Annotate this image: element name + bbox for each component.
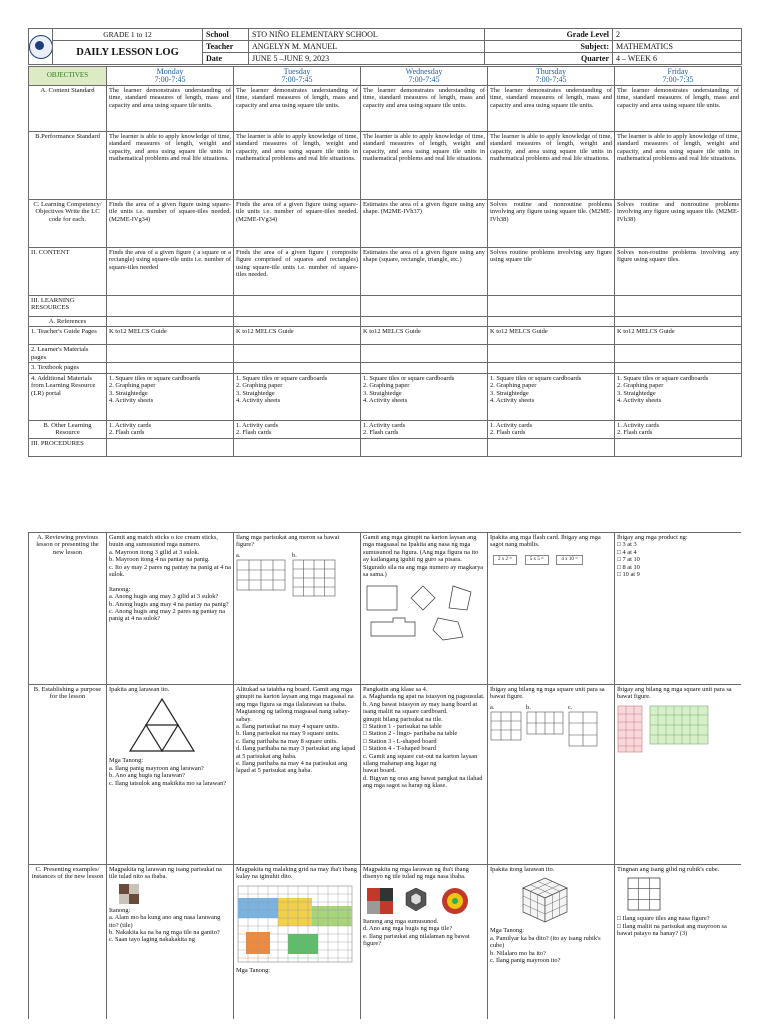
presenting-thursday <box>488 865 615 1020</box>
competency-thursday: Solves routine and nonroutine problems involving any figure using square tile. (M2ME-IVh38) <box>488 200 615 248</box>
empty-cell <box>361 345 488 363</box>
seal-icon <box>29 35 53 59</box>
other-resources-thursday <box>488 420 615 438</box>
competency-label: C. Learning Competency/ Objectives Write the LC code for each. <box>29 200 107 248</box>
additional-materials-friday <box>615 373 742 420</box>
objectives-table <box>28 66 742 457</box>
list-item: 1. Activity cards <box>490 421 533 429</box>
procedures-table <box>28 532 741 1019</box>
reviewing-wednesday <box>361 533 488 685</box>
other-resources-label: B. Other Learning Resource <box>29 420 107 438</box>
day-name: Tuesday <box>283 67 311 76</box>
list-item: 4. Activity sheets <box>236 397 281 405</box>
day-header-friday <box>615 67 742 86</box>
figure-label: b. <box>526 703 531 711</box>
grade-level-value: 2 <box>613 29 742 41</box>
presenting-tuesday-questions: Mga Tanong: <box>236 966 271 974</box>
school-label: School <box>203 29 249 41</box>
figure-c <box>568 704 598 747</box>
presenting-thursday-questions: Mga Tanong: a. Pamilyar ka ba dito? (ito ay isang rubik's cube) b. Nilalaro mo ba ito? c. Ilang panig mayroon ito? <box>490 927 601 965</box>
content-thursday: Solves routine problems involving any figure using square tile <box>488 248 615 296</box>
day-header-monday <box>107 67 234 86</box>
empty-cell <box>615 345 742 363</box>
performance-standard-monday: The learner is able to apply knowledge of time, standard measures of length, weight and capacity, and area using square tile units in mathematical problems and real life situations. <box>107 132 234 200</box>
triangle-figure-icon <box>127 696 197 754</box>
content-tuesday: Finds the area of a given figure ( composite figure comprised of squares and rectangles) using square-tile units i.e. number of square-tiles needed. <box>234 248 361 296</box>
empty-cell <box>107 317 234 327</box>
day-time: 7:00-7:45 <box>154 75 186 84</box>
learning-resources-label: III. LEARNING RESOURCES <box>29 296 107 317</box>
establishing-monday-questions: Mga Tanong: a. Ilang panig mayroon ang larawan? b. Ano ang hugis ng larawan? c. Ilang tatsulok ang makikita mo sa larawan? <box>109 757 227 787</box>
objectives-label: OBJECTIVES <box>29 67 107 86</box>
grid-b-icon <box>292 559 336 597</box>
day-header-tuesday <box>234 67 361 86</box>
rubiks-cube-icon <box>520 876 570 924</box>
tile-icon <box>119 884 139 904</box>
day-name: Monday <box>156 67 184 76</box>
competency-friday: Solves routine and nonroutine problems involving any figure using square tile. (M2ME-IVh38) <box>615 200 742 248</box>
school-value: STO NIÑO ELEMENTARY SCHOOL <box>249 29 485 41</box>
performance-standard-friday: The learner is able to apply knowledge of time, standard measures of length, weight and capacity, and area using square tile units in mathematical problems and real life situations. <box>615 132 742 200</box>
list-item: 1. Square tiles or square cardboards <box>617 374 709 382</box>
list-item: □ 10 at 9 <box>617 571 640 579</box>
reviewing-tuesday-text: Ilang mga parisukat ang meron sa bawat figure? <box>236 534 340 549</box>
other-resources-wednesday <box>361 420 488 438</box>
header-table <box>28 28 742 65</box>
date-label: Date <box>203 53 249 65</box>
performance-standard-tuesday: The learner is able to apply knowledge of time, standard measures of length, weight and capacity, and area using square tile units in mathematical problems and real life situations. <box>234 132 361 200</box>
reviewing-thursday-text: Ipakita ang mga flash card. Ibigay ang mga sagot nang mabilis. <box>490 534 601 549</box>
establishing-label: B. Establishing a purpose for the lesson <box>29 685 107 865</box>
flash-card: 4 x 10 = <box>556 555 583 565</box>
figure-a <box>490 704 522 741</box>
day-name: Friday <box>667 67 689 76</box>
list-item: 1. Activity cards <box>617 421 660 429</box>
figure-label: c. <box>568 703 573 711</box>
day-header-wednesday <box>361 67 488 86</box>
other-resources-friday <box>615 420 742 438</box>
quarter-label: Quarter <box>485 53 613 65</box>
learners-materials-label: 2. Learner's Materials pages <box>29 345 107 363</box>
grid-figure-b <box>292 552 336 597</box>
lesson-log-procedures <box>28 532 741 1019</box>
empty-cell <box>107 438 234 456</box>
empty-cell <box>488 438 615 456</box>
list-item: 2. Graphing paper <box>109 382 156 390</box>
teachers-guide-monday: K to12 MELCS Guide <box>107 327 234 345</box>
list-item: 3. Straightedge <box>109 389 148 397</box>
additional-materials-monday <box>107 373 234 420</box>
teachers-guide-thursday: K to12 MELCS Guide <box>488 327 615 345</box>
empty-cell <box>488 345 615 363</box>
teachers-guide-tuesday: K to12 MELCS Guide <box>234 327 361 345</box>
additional-materials-wednesday <box>361 373 488 420</box>
reviewing-friday <box>615 533 742 685</box>
empty-cell <box>234 438 361 456</box>
list-item: 2. Graphing paper <box>363 382 410 390</box>
empty-cell <box>361 317 488 327</box>
deped-seal <box>29 29 53 65</box>
day-name: Wednesday <box>405 67 443 76</box>
flash-card: 2 x 2 = <box>493 555 517 565</box>
grid-figure-a <box>236 552 286 597</box>
presenting-friday-text: Tingnan ang isang gilid ng rubik's cube. <box>617 866 720 873</box>
content-label: II. CONTENT <box>29 248 107 296</box>
additional-materials-label: 4. Additional Materials from Learning Resource (LR) portal <box>29 373 107 420</box>
list-item: 2. Flash cards <box>363 429 399 437</box>
subject-label: Subject: <box>485 41 613 53</box>
list-item: 2. Flash cards <box>490 429 526 437</box>
quarter-value: 4 – WEEK 6 <box>613 53 742 65</box>
references-label: A. References <box>29 317 107 327</box>
empty-cell <box>615 296 742 317</box>
empty-cell <box>234 296 361 317</box>
shapes-figure-icon <box>363 582 481 642</box>
establishing-friday <box>615 685 742 865</box>
content-standard-wednesday: The learner demonstrates understanding of time, standard measures of length, mass and capacity and area using square tile units. <box>361 86 488 132</box>
reviewing-label: A. Reviewing previous lesson or presenting the new lesson <box>29 533 107 685</box>
list-item: □ 4 at 4 <box>617 548 637 556</box>
empty-cell <box>488 317 615 327</box>
empty-cell <box>107 363 234 373</box>
empty-cell <box>234 363 361 373</box>
list-item: 2. Flash cards <box>109 429 145 437</box>
competency-wednesday: Estimates the area of a given figure using any shape. (M2ME-IVh37) <box>361 200 488 248</box>
tile-designs-icon <box>363 884 481 918</box>
lesson-log-top <box>28 28 741 457</box>
content-standard-label: A. Content Standard <box>29 86 107 132</box>
establishing-thursday-text: Ibigay ang bilang ng mga square unit para sa bawat figure. <box>490 686 605 701</box>
grid-b-icon <box>526 711 564 735</box>
teacher-label: Teacher <box>203 41 249 53</box>
cube-face-icon <box>627 877 661 911</box>
establishing-wednesday: Pangkatin ang klase sa 4. a. Maghanda ng apat na istasyon ng pagsusulat. b. Ang bawat istasyon ay may isang board at isang maliit na square cardboard. ginupit bilang parisukat na tile. □ Station 1 - parisukat na table □ Station 2 - lingo- parihaba na table □ Station 3 - L-shaped board □ Station 4 - T-shaped board c. Gamit ang square cut-out na karton laysan silang mahanap ang lugar ng bawat board. d. Bigyan ng oras ang bawat pangkat na ilahad ang mga sagot sa harap ng klase. <box>361 685 488 865</box>
empty-cell <box>361 363 488 373</box>
grid-a-icon <box>236 559 286 591</box>
content-standard-monday: The learner demonstrates understanding of time, standard measures of length, mass and capacity and area using square tile units. <box>107 86 234 132</box>
procedures-label: III. PROCEDURES <box>29 438 107 456</box>
flash-card: 5 x 5 = <box>525 555 549 565</box>
textbook-label: 3. Textbook pages <box>29 363 107 373</box>
grid-c-icon <box>568 711 598 747</box>
list-item: 3. Straightedge <box>490 389 529 397</box>
date-value: JUNE 5 –JUNE 9, 2023 <box>249 53 485 65</box>
reviewing-tuesday <box>234 533 361 685</box>
grid-a-icon <box>490 711 522 741</box>
list-item: 1. Square tiles or square cardboards <box>363 374 455 382</box>
empty-cell <box>234 345 361 363</box>
establishing-monday <box>107 685 234 865</box>
teachers-guide-wednesday: K to12 MELCS Guide <box>361 327 488 345</box>
establishing-friday-text: Ibigay ang bilang ng mga square unit para sa bawat figure. <box>617 686 732 701</box>
list-item: 4. Activity sheets <box>617 397 662 405</box>
competency-tuesday: Finds the area of a given figure using square-tile units i.e. number of square-tiles needed. (M2ME-IVg34) <box>234 200 361 248</box>
list-item: 1. Square tiles or square cardboards <box>109 374 201 382</box>
empty-cell <box>488 296 615 317</box>
establishing-thursday <box>488 685 615 865</box>
empty-cell <box>234 317 361 327</box>
list-item: 3. Straightedge <box>236 389 275 397</box>
presenting-wednesday-questions: Itanong ang mga sumusunod. d. Ano ang mga hugis ng mga tile? e. Ilang parisukat ang nilalaman ng bawat figure? <box>363 917 470 948</box>
performance-standard-wednesday: The learner is able to apply knowledge of time, standard measures of length, weight and capacity, and area using square tile units in mathematical problems and real life situations. <box>361 132 488 200</box>
day-time: 7:00-7:45 <box>281 75 313 84</box>
grade-range: GRADE 1 to 12 <box>53 29 203 41</box>
list-item: □ 3 at 3 <box>617 541 637 549</box>
figure-label: a. <box>490 703 495 711</box>
empty-cell <box>107 345 234 363</box>
presenting-thursday-text: Ipakita itong larawan ito. <box>490 866 555 873</box>
empty-cell <box>615 363 742 373</box>
list-item: 1. Square tiles or square cardboards <box>236 374 328 382</box>
reviewing-friday-intro: Ibigay ang mga product ng: <box>617 534 688 541</box>
colored-grid-icon <box>236 884 354 964</box>
day-name: Thursday <box>535 67 567 76</box>
list-item: 2. Flash cards <box>617 429 653 437</box>
figure-b <box>526 704 564 735</box>
reviewing-monday: Gamit ang match sticks o ice cream sticks, buuin ang sumusunod mga numero. a. Mayroon itong 3 gilid at 3 sulok. b. Mayroon itong 4 na pantay na panig. c. Ito ay may 2 pares ng pantay na panig at 4 na sulok. Itanong: a. Anong hugis ang may 3 gilid at 3 sulok? b. Anong hugis ang may 4 na pantay na panig? c. Anong hugis ang may 2 pares ng pantay na panig at 4 na sulok? <box>107 533 234 685</box>
day-header-thursday <box>488 67 615 86</box>
empty-cell <box>361 296 488 317</box>
list-item: 3. Straightedge <box>617 389 656 397</box>
day-time: 7:00-7:35 <box>662 75 694 84</box>
teacher-value: ANGELYN M. MANUEL <box>249 41 485 53</box>
list-item: 2. Graphing paper <box>617 382 664 390</box>
green-grid-icon <box>649 705 709 745</box>
presenting-wednesday-text: Magpakita ng mga larawan ng iba't ibang disenyo ng tile tulad ng mga nasa ibaba. <box>363 866 469 881</box>
performance-standard-thursday: The learner is able to apply knowledge of time, standard measures of length, weight and capacity, and area using square tile units in mathematical problems and real life situations. <box>488 132 615 200</box>
presenting-tuesday <box>234 865 361 1020</box>
document-title: DAILY LESSON LOG <box>53 41 203 65</box>
list-item: 1. Activity cards <box>363 421 406 429</box>
list-item: 2. Graphing paper <box>490 382 537 390</box>
list-item: 2. Graphing paper <box>236 382 283 390</box>
grade-level-label: Grade Level <box>485 29 613 41</box>
presenting-monday-questions: Itanong: a. Alam mo ba kung ano ang nasa larawang ito? (tile) b. Nakakita ka na ba ng mga tile na ganito? c. Saan tayo laging nakakakita ng <box>109 906 221 944</box>
content-standard-tuesday: The learner demonstrates understanding of time, standard measures of length, mass and capacity and area using square tile units. <box>234 86 361 132</box>
list-item: 2. Flash cards <box>236 429 272 437</box>
teachers-guide-label: 1. Teacher's Guide Pages <box>29 327 107 345</box>
day-time: 7:00-7:45 <box>535 75 567 84</box>
list-item: □ 8 at 10 <box>617 563 640 571</box>
empty-cell <box>107 296 234 317</box>
empty-cell <box>615 438 742 456</box>
presenting-monday-text: Magpakita ng larawan ng isang parisukat na tile tulad nito sa ibaba. <box>109 866 222 881</box>
day-time: 7:00-7:45 <box>408 75 440 84</box>
list-item: 1. Activity cards <box>236 421 279 429</box>
content-friday: Solves non-routine problems involving any figure using square tiles. <box>615 248 742 296</box>
content-standard-thursday: The learner demonstrates understanding of time, standard measures of length, mass and capacity and area using square tile units. <box>488 86 615 132</box>
competency-monday: Finds the area of a given figure using square-tile units i.e. number of square-tiles needed. (M2ME-IVg34) <box>107 200 234 248</box>
empty-cell <box>615 317 742 327</box>
list-item: 4. Activity sheets <box>490 397 535 405</box>
teachers-guide-friday: K to12 MELCS Guide <box>615 327 742 345</box>
establishing-monday-text: Ipakita ang larawan ito. <box>109 686 170 693</box>
additional-materials-tuesday <box>234 373 361 420</box>
reviewing-thursday <box>488 533 615 685</box>
presenting-friday-questions: □ Ilang square tiles ang nasa figure? □ Ilang maliit na parisukat ang mayroon sa bawat patayo na hanay? (3) <box>617 915 727 938</box>
additional-materials-thursday <box>488 373 615 420</box>
empty-cell <box>361 438 488 456</box>
presenting-monday <box>107 865 234 1020</box>
content-monday: Finds the area of a given figure ( a square or a rectangle) using square-tile units i.e. number of square-tiles needed <box>107 248 234 296</box>
presenting-tuesday-text: Magpakita ng malaking grid na may iba't ibang kulay na iginuhit dito. <box>236 866 357 881</box>
list-item: 3. Straightedge <box>363 389 402 397</box>
presenting-friday <box>615 865 742 1020</box>
list-item: □ 7 at 10 <box>617 556 640 564</box>
other-resources-monday <box>107 420 234 438</box>
other-resources-tuesday <box>234 420 361 438</box>
figure-label: a. <box>236 551 241 559</box>
empty-cell <box>488 363 615 373</box>
content-wednesday: Estimates the area of a given figure using any shape (square, rectangle, triangle, etc.) <box>361 248 488 296</box>
list-item: 1. Activity cards <box>109 421 152 429</box>
list-item: 1. Square tiles or square cardboards <box>490 374 582 382</box>
figure-label: b. <box>292 551 297 559</box>
reviewing-wednesday-text: Gamit ang mga ginupit na karton laysan ang mga magsasal na Ipakita ang nasa ng mga sumusunod na figura. (Ang mga figura na ito ay kailangang iguhit ng guro sa pisara. Sigurado sila na ang mga numero ay magkarya sa sama.) <box>363 534 484 579</box>
presenting-label: C. Presenting examples/ instances of the new lesson <box>29 865 107 1020</box>
establishing-tuesday: Alitukad sa tatabha ng board. Gamit ang mga ginupit na karton laysan ang mga magsasal na ang mga figura sa mga ilalarawan sa ibaba. Magtanong ng tatlong magsasal nang sabay-sabay. a. Ilang parisukat na may 4 square units. b. Ilang parisukat na may 9 square units. c. Ilang parihaba na may 8 square units. d. Ilang parihaba na may 3 parisukat ang lapad at 5 parisukat ang haba. e. Ilang parihaba na may 4 na parisukat ang lapad at 5 parisukat ang haba. <box>234 685 361 865</box>
presenting-wednesday <box>361 865 488 1020</box>
content-standard-friday: The learner demonstrates understanding of time, standard measures of length, mass and capacity and area using square tile units. <box>615 86 742 132</box>
subject-value: MATHEMATICS <box>613 41 742 53</box>
pink-grid-icon <box>617 705 643 753</box>
performance-standard-label: B.Performance Standard <box>29 132 107 200</box>
list-item: 4. Activity sheets <box>109 397 154 405</box>
list-item: 4. Activity sheets <box>363 397 408 405</box>
